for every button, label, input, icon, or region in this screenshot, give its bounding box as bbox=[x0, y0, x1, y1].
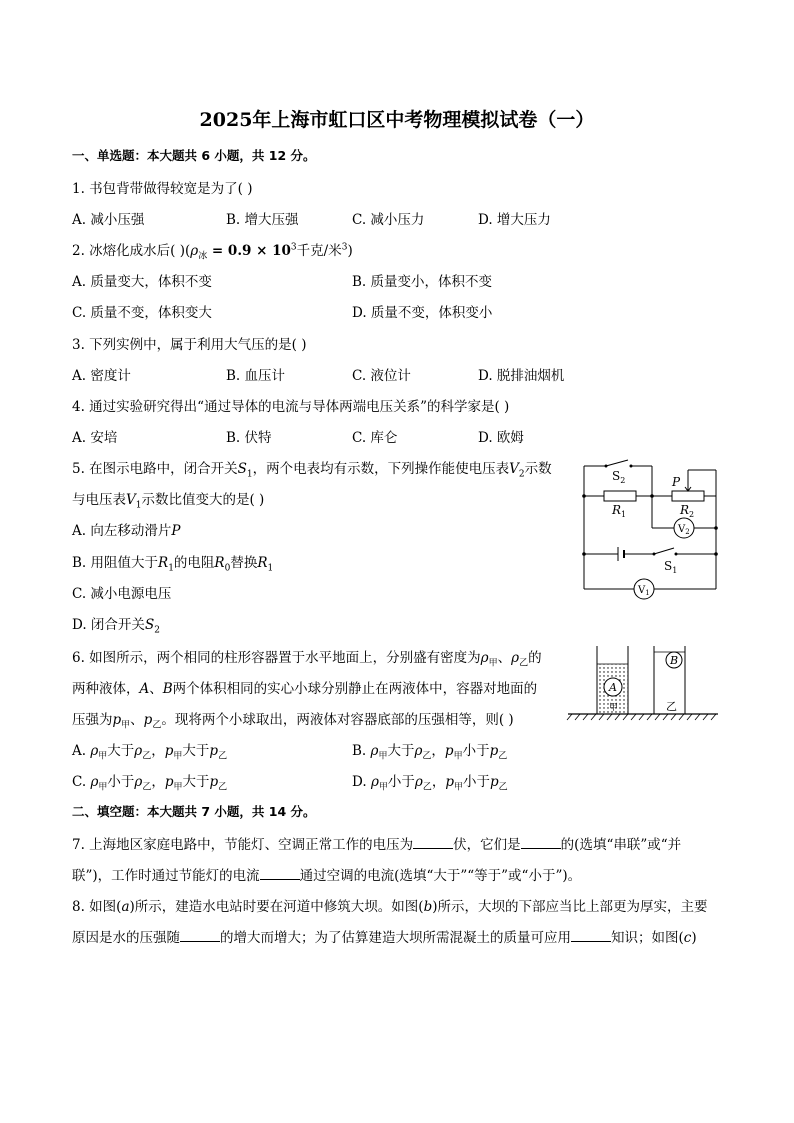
q5-d-s-sub: 2 bbox=[154, 625, 160, 636]
q3-option-c: C. 液位计 bbox=[352, 368, 411, 384]
q2-option-d: D. 质量不变，体积变小 bbox=[352, 305, 493, 321]
q2-rho: ρ bbox=[190, 243, 199, 259]
question-8-line-1 bbox=[72, 895, 708, 915]
q6-sub-jia: 甲 bbox=[488, 658, 498, 669]
q5-text: 5. 在图示电路中，闭合开关 bbox=[72, 461, 238, 477]
fig-r1-label: $R_1$ bbox=[612, 503, 627, 519]
fig-ball-a-label: A bbox=[609, 681, 617, 694]
q6-text: 、 bbox=[130, 712, 144, 728]
q7-text: 联”)，工作时通过节能灯的电流 bbox=[72, 868, 260, 884]
q8-text: 的增大而增大；为了估算建造大坝所需混凝土的质量可应用 bbox=[220, 930, 571, 946]
q7-text: 伏，它们是 bbox=[453, 837, 521, 853]
fig-p-label: P bbox=[672, 475, 681, 489]
q3-option-d: D. 脱排油烟机 bbox=[478, 368, 565, 384]
answer-blank[interactable] bbox=[521, 836, 561, 849]
q2-close: ) bbox=[347, 243, 353, 259]
question-8-line-2 bbox=[72, 926, 697, 946]
q5-option-a bbox=[72, 519, 180, 539]
fig-yi-label: 乙 bbox=[666, 700, 677, 713]
q7-text: 7. 上海地区家庭电路中，节能灯、空调正常工作的电压为 bbox=[72, 837, 414, 853]
q4-option-c: C. 库仑 bbox=[352, 430, 398, 446]
q6-text: 的 bbox=[528, 650, 542, 666]
question-6-line-1 bbox=[72, 646, 542, 669]
q5-v2: V bbox=[509, 461, 519, 477]
q5-b-r1-sub: 1 bbox=[168, 563, 174, 574]
question-4-stem: 4. 通过实验研究得出“通过导体的电流与导体两端电压关系”的科学家是( ) bbox=[72, 399, 510, 415]
section-heading-fill-blank: 二、填空题：本大题共 7 小题，共 14 分。 bbox=[72, 804, 316, 819]
q6-option-a: A. $\rho_甲$大于$\rho_乙$，$p_甲$大于$p_乙$ bbox=[72, 743, 228, 762]
q2-eq: = 0.9 × 10 bbox=[207, 243, 291, 259]
q2-option-b: B. 质量变小，体积不变 bbox=[352, 274, 493, 290]
q7-text: 的(选填“串联”或“并 bbox=[560, 837, 682, 853]
q8-fig-b: b bbox=[423, 899, 433, 915]
q8-fig-a: a bbox=[121, 899, 130, 915]
q1-option-c: C. 减小压力 bbox=[352, 212, 425, 228]
q8-text: ) bbox=[691, 930, 697, 946]
q5-b-r1-sub: 1 bbox=[267, 563, 274, 574]
q8-text: 原因是水的压强随 bbox=[72, 930, 180, 946]
q3-option-a: A. 密度计 bbox=[72, 368, 131, 384]
q1-option-d: D. 增大压力 bbox=[478, 212, 551, 228]
q5-b-r1: R bbox=[257, 555, 268, 571]
q6-option-c: C. $\rho_甲$小于$\rho_乙$，$p_甲$大于$p_乙$ bbox=[72, 774, 228, 793]
q5-b-r0-sub: 0 bbox=[224, 563, 231, 574]
q6-option-b: B. $\rho_甲$大于$\rho_乙$，$p_甲$小于$p_乙$ bbox=[352, 743, 508, 762]
q5-v1-sub: 1 bbox=[135, 500, 142, 511]
q6-option-d: D. $\rho_甲$小于$\rho_乙$，$p_甲$小于$p_乙$ bbox=[352, 774, 508, 793]
q8-text: 8. 如图( bbox=[72, 899, 122, 915]
question-7-line-2 bbox=[72, 864, 581, 884]
q6-text: 两种液体， bbox=[72, 681, 140, 697]
q5-a-text: A. 向左移动滑片 bbox=[72, 523, 172, 539]
q2-exp: 3 bbox=[290, 242, 297, 253]
q6-text: 6. 如图所示，两个相同的柱形容器置于水平地面上，分别盛有密度为 bbox=[72, 650, 481, 666]
q6-p: p bbox=[143, 712, 153, 728]
q8-text: )所示，建造水电站时要在河道中修筑大坝。如图( bbox=[129, 899, 424, 915]
q6-rho: ρ bbox=[480, 650, 489, 666]
q5-d-s: S bbox=[144, 617, 155, 633]
q1-option-a: A. 减小压强 bbox=[72, 212, 145, 228]
fig-s1-label: $S_1$ bbox=[664, 559, 678, 575]
q5-text: ，两个电表均有示数，下列操作能使电压表 bbox=[252, 461, 510, 477]
question-6-line-3 bbox=[72, 708, 514, 731]
fig-jia-label: 甲 bbox=[609, 703, 619, 713]
q2-unit-exp: 3 bbox=[341, 242, 348, 253]
q5-v2-sub: 2 bbox=[518, 469, 525, 480]
q5-b-text: 的电阻 bbox=[173, 555, 215, 571]
q2-option-a: A. 质量变大，体积不变 bbox=[72, 274, 212, 290]
q2-unit: 千克/米 bbox=[296, 243, 342, 259]
q4-option-d: D. 欧姆 bbox=[478, 430, 524, 446]
q2-option-c: C. 质量不变，体积变大 bbox=[72, 305, 212, 321]
q6-rho: ρ bbox=[511, 650, 520, 666]
question-2-stem bbox=[72, 239, 353, 262]
q6-sub-yi: 乙 bbox=[519, 658, 529, 669]
fig-v1-meter: $V_1$ bbox=[638, 585, 650, 597]
q5-s1: S bbox=[237, 461, 247, 477]
fig-ball-b-label: B bbox=[670, 654, 679, 667]
q6-text: 。现将两个小球取出，两液体对容器底部的压强相等，则( ) bbox=[161, 712, 514, 728]
section-heading-single-choice: 一、单选题：本大题共 6 小题，共 12 分。 bbox=[72, 148, 316, 163]
q6-text: 、 bbox=[149, 681, 163, 697]
question-5-line-2 bbox=[72, 488, 264, 511]
question-7-line-1 bbox=[72, 833, 681, 853]
q5-d-text: D. 闭合开关 bbox=[72, 617, 145, 633]
q6-text: 、 bbox=[497, 650, 512, 666]
q8-text: 知识；如图( bbox=[611, 930, 684, 946]
q5-option-c: C. 减小电源电压 bbox=[72, 586, 172, 602]
q5-a-p: P bbox=[171, 523, 181, 539]
q4-option-a: A. 安培 bbox=[72, 430, 118, 446]
q5-text: 示数比值变大的是( ) bbox=[141, 492, 265, 508]
q5-option-b bbox=[72, 551, 273, 574]
q6-text: 两个体积相同的实心小球分别静止在两液体中，容器对地面的 bbox=[172, 681, 538, 697]
question-5-line-1 bbox=[72, 457, 552, 480]
fig-s2-label: $S_2$ bbox=[612, 469, 626, 485]
q5-b-r0: R bbox=[214, 555, 225, 571]
q7-text: 通过空调的电流(选填“大于”“等于”或“小于”)。 bbox=[299, 868, 582, 884]
q6-ball-a: A bbox=[139, 681, 150, 697]
answer-blank[interactable] bbox=[571, 929, 611, 942]
q5-option-d bbox=[72, 613, 160, 636]
question-6-line-2 bbox=[72, 677, 537, 697]
fig-v2-meter: $V_2$ bbox=[678, 524, 690, 536]
q8-fig-c: c bbox=[683, 930, 692, 946]
q2-stem-text: 2. 冰熔化成水后( )( bbox=[72, 243, 191, 259]
q5-text: 与电压表 bbox=[72, 492, 126, 508]
q5-v1: V bbox=[126, 492, 136, 508]
question-3-stem: 3. 下列实例中，属于利用大气压的是( ) bbox=[72, 337, 307, 353]
q5-b-text: 替换 bbox=[230, 555, 258, 571]
q6-ball-b: B bbox=[162, 681, 173, 697]
question-1-stem: 1. 书包背带做得较宽是为了( ) bbox=[72, 181, 253, 197]
q6-sub-jia: 甲 bbox=[121, 720, 131, 731]
q5-b-r1: R bbox=[158, 555, 169, 571]
q6-sub-yi: 乙 bbox=[152, 720, 162, 731]
answer-blank[interactable] bbox=[413, 836, 453, 849]
q2-rho-sub: 冰 bbox=[198, 251, 208, 262]
q5-s1-sub: 1 bbox=[246, 469, 253, 480]
q6-containers-diagram bbox=[566, 642, 720, 722]
q8-text: )所示，大坝的下部应当比上部更为厚实，主要 bbox=[432, 899, 708, 915]
q3-option-b: B. 血压计 bbox=[226, 368, 286, 384]
q6-text: 压强为 bbox=[72, 712, 113, 728]
answer-blank[interactable] bbox=[260, 867, 300, 880]
q5-b-text: B. 用阻值大于 bbox=[72, 555, 159, 571]
q5-text: 示数 bbox=[524, 461, 552, 477]
q5-circuit-diagram bbox=[576, 458, 726, 606]
page-title: 2025年上海市虹口区中考物理模拟试卷（一） bbox=[199, 109, 595, 131]
q6-p: p bbox=[112, 712, 122, 728]
q1-option-b: B. 增大压强 bbox=[226, 212, 299, 228]
answer-blank[interactable] bbox=[180, 929, 220, 942]
q4-option-b: B. 伏特 bbox=[226, 430, 272, 446]
fig-r2-label: $R_2$ bbox=[680, 503, 695, 519]
